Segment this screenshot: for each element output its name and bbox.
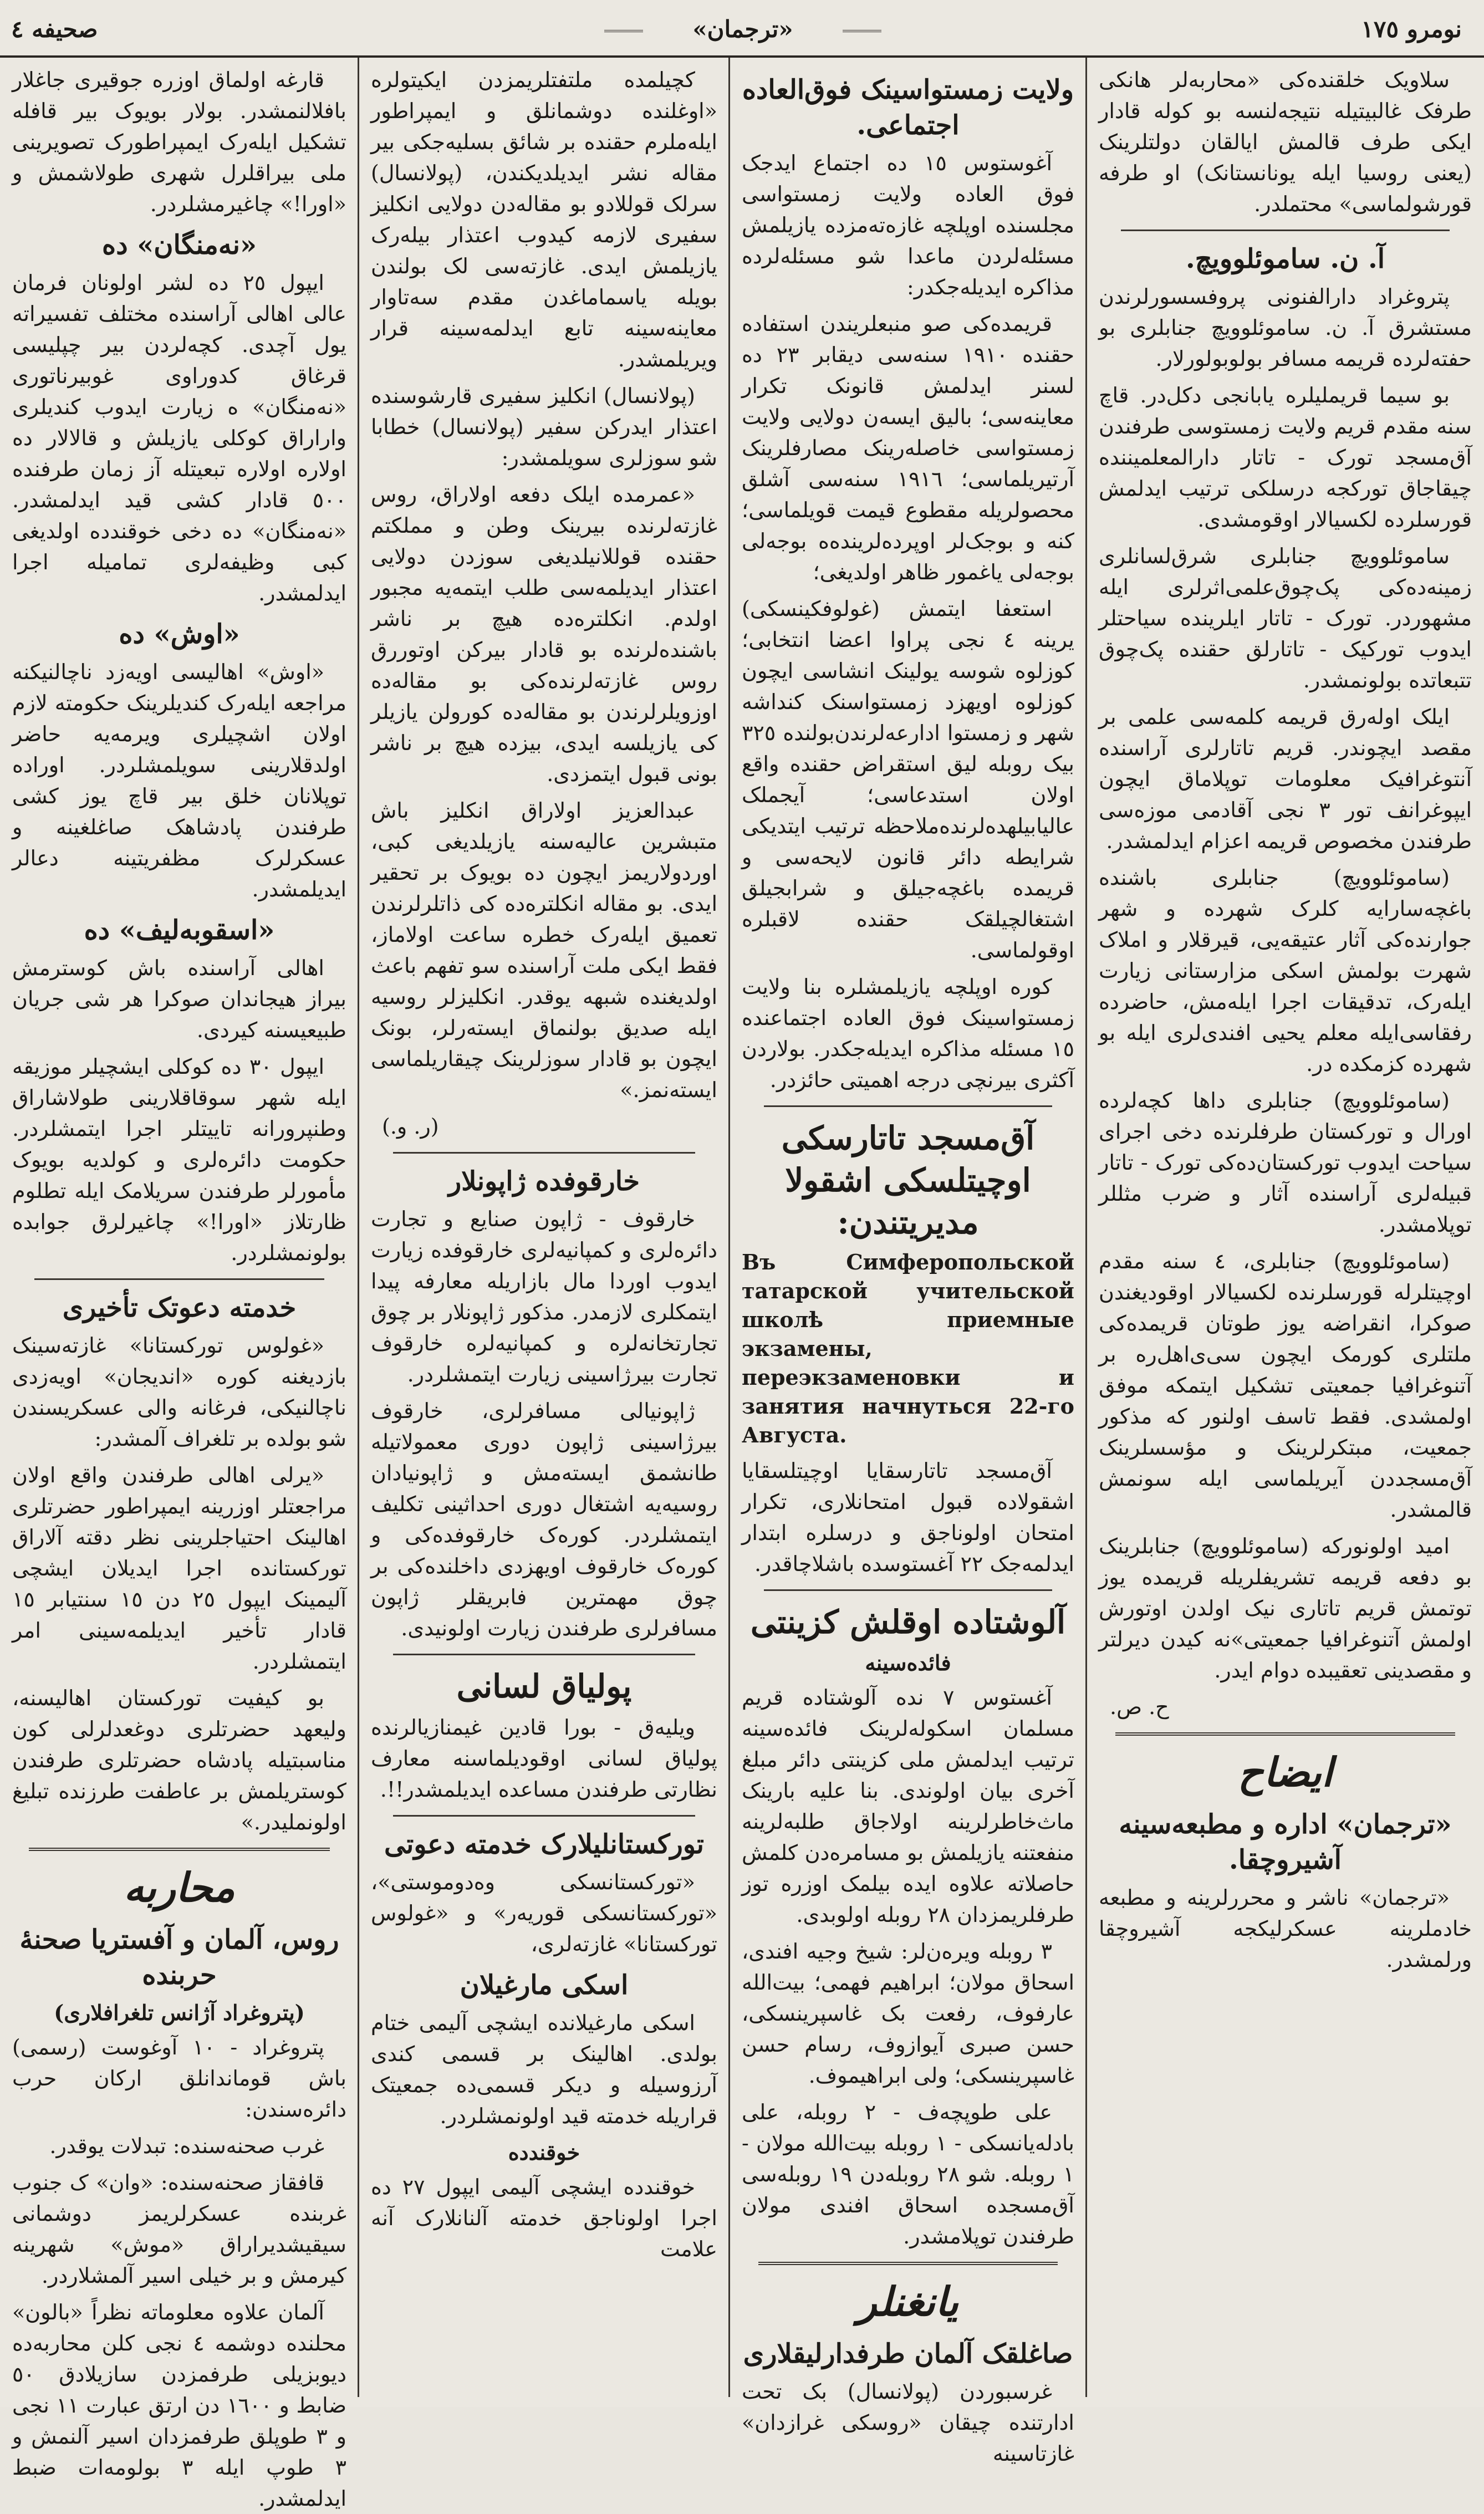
article-paragraph: قارغه اولماق اوزره جوقیری جاغلار بافلالنمشدر. بولار بویوک بیر قافله تشکیل ایله‌رک ایمپراطورک تصویرینی ملی بیراقلرل شهری طولاشمش و «اورا!» چاغیرمشلردر. bbox=[12, 68, 346, 216]
section-heading-ornate: ایضاح bbox=[1238, 1748, 1333, 1796]
article-paragraph: کوره اوپلچه یازیلمشلره بنا ولایت زمستواسینک فوق العاده اجتماعنده ۱٥ مسئله مذاکره ایدیله‌جکدر. بولاردن آکثری بیرنچی درجه اهمیتی حائزدر. bbox=[742, 975, 1074, 1092]
article-paragraph: ایپول ۲٥ ده لشر اولونان فرمان عالی اهالی آراسنده مختلف تفسیراته یول آچدی. کچه‌لردن بیر چپلیسی قرغاق کدوراوی غوبیرناتوری «نه‌منگان» ه زیارت ایدوب کندیلری واراراق کوکلی یازیلش و قالالار ده اولاره اولاره تبعیتله آز زمان طرفنده ٥٠٠ قادار کشی قید ایدلمشدر. «نه‌منگان» ده دخی خوقندده اولدیغی کبی وظیفه‌لری تمامیله اجرا ایدلمشدر. bbox=[12, 271, 346, 605]
article-paragraph: «یرلی اهالی طرفندن واقع اولان مراجعتلر اوزرینه ایمپراطور حضرتلری اهالینک احتیاجلرینی نظر دقته آلاراق تورکستانده اجرا ایدیلان ایشچی آلیمینک ایپول ۲٥ دن ۱٥ سنتیابر ۱٥ قادار تأخیر ایدیلمه‌سینی امر ایتمشلردر. bbox=[12, 1463, 346, 1674]
article-heading: تورکستانلیلارک خدمته دعوتی bbox=[384, 1829, 705, 1860]
article-paragraph: ژاپونیالی مسافرلری، خارقوف بیرژاسینی ژاپون دوری معمولاتیله طانشمق ایسته‌مش و ژاپونیادان روسیه‌یه اشتغال دوری احداثینی تکلیف ایتمشلردر. کوره‌ک خارقوفده‌کی و کوره‌ک خارقوف اویهزدی داخلنده‌کی بر چوق مهمترین فابریقلر ژاپون مسافرلری طرفندن زیارت اولونیدی. bbox=[371, 1399, 717, 1640]
article-paragraph: (پولانسال) انکلیز سفیری قارشوسنده اعتذار ایدرکن سفیر (پولانسال) خطابا شو سوزلری سویلمشدر: bbox=[371, 384, 717, 470]
article-paragraph: قریمده‌کی صو منبعلریندن استفاده حقنده ۱۹۱۰ سنه‌سی دیقابر ۲۳ ده لسنر ایدلمش قانونک تکرار معاینه‌سی؛ بالیق ایسه‌ن دولایی ولایت زمستواسی خاصله‌رینک مصارفلرینک آرتیریلماسی؛ ۱۹۱٦ سنه‌سی آشلق محصولریله مقطوع قیمت قویلماسی؛ کنه و بوجک‌لر اوپرده‌لرینده‌ه بوجه‌لی بوجه‌لی یاغمور ظاهر اولدیغی؛ bbox=[742, 312, 1074, 584]
article-paragraph: «عمرمده ایلک دفعه اولاراق، روس غازته‌لرنده بیرینک وطن و مملکتم حقنده قوللانیلدیغی سوزدن دولایی اعتذار ایدیلمه‌سی طلب ایتمه‌یه مجبور اولدم. انکلتره‌ده هیچ بر ناشر باشنده‌لرنده بو قادار بیرکن اوتوررق روس غازته‌لرنده‌کی بو مقاله‌ده اوزویلرلرندن بو مقاله‌ده کورولن یازیلر کی یازیلسه ایدی، بیزده هیچ بر ناشر بونی قبول ایتمزدی. bbox=[371, 482, 717, 786]
article-paragraph: سلاویک خلقنده‌کی «محاربه‌لر هانکی طرفک غالبیتیله نتیجه‌لنسه بو کوله قادار ایکی طرف قالمش ایالقان دولتلرینک (یعنی روسیا ایله یونانستانک) او طرفه قورشولماسی» محتملدر. bbox=[1099, 68, 1472, 216]
article-paragraph: «غولوس تورکستانا» غازته‌سینک بازدیغنه کوره «اندیجان» اویه‌زدی ناچالنیکی، فرغانه والی عسکریسندن شو بولده بر تلغراف آلمشدر: bbox=[12, 1333, 346, 1451]
signature: (ر. و.) bbox=[382, 1114, 439, 1139]
article-subheading: فائده‌سینه bbox=[865, 1650, 951, 1675]
article-heading: «اوش» ده bbox=[119, 619, 240, 650]
article-heading: «نه‌منگان» ده bbox=[102, 230, 257, 261]
separator bbox=[29, 1848, 330, 1851]
article-heading: اسکی مارغیلان bbox=[460, 1970, 629, 2001]
separator bbox=[764, 1589, 1052, 1591]
newspaper-title: «ترجمان» bbox=[649, 16, 837, 43]
article-paragraph: (ساموئلوویچ) جنابلری، ٤ سنه مقدم اوچیتلرله قورسلرنده لکسیالار اوقودیغندن صوکرا، انقراضه یوز طوتان قریمده‌کی ملتلری کورمک ایچون سی‌ی‌اهل‌ره بر آتنوغرافیا جمعیتی تشکیل ایتمکه موفق اولمشدی. فقط تاسف اولنور که مذکور جمعیت، مبتکرلرینک و مؤسسلرینک آق‌مسجددن آیریلماسی ایله سونمش قالمشدر. bbox=[1099, 1249, 1472, 1522]
article-paragraph: بو کیفیت تورکستان اهالیسنه، ولیعهد حضرتلری دوغعدلرلی کون مناسبتیله پادشاه حضرتلری طرفندن کوستریلمش بر عاطفت طرزنده تبلیغ اولونملیدر.» bbox=[12, 1686, 346, 1834]
article-heading: «ترجمان» اداره و مطبعه‌سینه آشیروچقا. bbox=[1119, 1809, 1452, 1875]
article-heading: خارقوفده ژاپونلار bbox=[448, 1166, 640, 1197]
page-number: صحیفه ٤ bbox=[11, 16, 98, 43]
article-paragraph: ایپول ۳۰ ده کوکلی ایشچیلر موزیقه ایله شهر سوقاقلارینی طولاشاراق وطنپرورانه تاییتلر اجرا ایتمشلردر. حکومت دائره‌لری و کولدیه بویوک مأمورلر طرفندن سریلامک ایله تطلوم ظارتلاز «اورا!» چاغیرلرق جوابده بولونمشلردر. bbox=[12, 1054, 346, 1265]
article-heading: صاغلقک آلمان طرفدارلیقلاری bbox=[743, 2338, 1073, 2369]
article-paragraph: قافقاز صحنه‌سنده: «وان» ک جنوب غربنده عسکرلریمز دوشمانی سیقیشدیراراق «موش» شهرینه کیرمش و بر خیلی اسیر آلمشلاردر. bbox=[12, 2170, 346, 2288]
article-paragraph: آق‌مسجد تاتارسقایا اوچیتلسقایا اشقولاده قبول امتحانلاری، تکرار امتحان اولوناجق و درسلره ابتدار ایدلمه‌جک ۲۲ آغستوسده باشلاچاقدر. bbox=[742, 1459, 1074, 1576]
article-paragraph: آغستوس ۷ نده آلوشتاده قریم مسلمان اسکوله‌لرینک فائده‌سینه ترتیب ایدلمش ملی کزینتی دائر مبلغ آخری بیان اولوندی. بنا علیه بارینک ماث‌خاطرلرینه اولاجاق طلبه‌لرینه منفعتنه یازیلمش بو مسامره‌دن کلمش حاصلاته علاوه ایده بیلمک اوزره توز طرفلریمزدان ۲۸ روبله اولوبدی. bbox=[742, 1685, 1074, 1927]
article-paragraph: پترو‌غراد دارالفنونی پروفسسورلرندن مستشرق آ. ن. ساموئلوویچ جنابلری بو حفته‌لرده قریمه مسافر بولوبولورلار. bbox=[1099, 284, 1472, 371]
article-paragraph: آغوستوس ۱٥ ده اجتماع ایدجک فوق العاده ولایت زمستواسی مجلسنده اوپلچه غازه‌ته‌مزده یازیلمش مسئله‌لردن ماعدا شو مسئله‌لرده مذاکره ایدیله‌جکدر: bbox=[742, 151, 1074, 299]
article-subheading: خوقندده bbox=[508, 2140, 580, 2165]
article-heading: خدمته دعوتک تأخیری bbox=[62, 1292, 297, 1323]
separator bbox=[34, 1278, 324, 1280]
article-paragraph: آلمان علاوه معلوماته نظراً «بالون» محلنده دوشمه ٤ نجی کلن محاربه‌ده دیوبزیلی طرفمزدن سازیلادق ٥٠ ضابط و ۱٦٠٠ دن ارتق عبارت ۱۱ نجی و ۳ طوپلق طرفمزدان اسیر آلنمش و ۳ طوپ ایله ۳ بولومه‌ات ضبط ایدلمشدر. bbox=[12, 2300, 347, 2511]
article-paragraph: ۳ روبله ویره‌ن‌لر: شیخ وجیه افندی، اسحاق مولان؛ ابراهیم فهمی؛ بیت‌الله عارفوف، رفعت بک غاسپرینسکی، حسن صبری آیوازوف، رسام حسن غاسپرینسکی؛ ولی ابراهیموف. bbox=[742, 1939, 1074, 2088]
article-heading: روس، آلمان و آفستریا صحنهٔ حربنده bbox=[19, 1924, 339, 1991]
article-paragraph: ایلک اوله‌رق قریمه کلمه‌سی علمی بر مقصد ایچوندر. قریم تاتارلری آراسنده آنتوغرافیک معلومات توپلاماق ایچون ایپوغرانف تور ۳ نجی آقادمی موزه‌سی طرفندن مخصوص قریمه اعزام ایدلمشدر. bbox=[1099, 705, 1472, 853]
article-paragraph: پتروغراد - ۱۰ آوغوست (رسمی) باش قوماندانلق ارکان حرب دائره‌سندن: bbox=[12, 2035, 346, 2122]
article-paragraph: بو سیما قریملیلره یابانجی دکل‌در. قاچ سنه مقدم قریم ولایت زمستوسی طرفندن آق‌مسجد تورک - تاتار دارالمعلمیننده چیقاجاق تورکجه درسلکی ترتیب ایدلمش قورسلرده لکسیالار اوقومشدی. bbox=[1099, 383, 1472, 532]
column-2 bbox=[730, 58, 1087, 2466]
separator bbox=[393, 1815, 695, 1817]
separator bbox=[393, 1152, 695, 1154]
article-paragraph: خوقندده ایشچی آلیمی ایپول ۲۷ ده اجرا اولوناجق خدمته آلنانلارک آنه علامت bbox=[371, 2175, 717, 2261]
article-paragraph: خارقوف - ژاپون صنایع و تجارت دائره‌لری و کمپانیه‌لری خارقوفده زیارت ایدوب اوردا مال بازاریله معارفه پیدا ایتمکلری لازمدر. مذکور ژاپونلار بر چوق تجارتخانه‌لره و کمپانیه‌لره خارقوف تجارت بیرژاسینی زیارت ایتمشلردر. bbox=[371, 1207, 717, 1386]
issue-number: نومرو ١٧٥ bbox=[1361, 16, 1462, 43]
section-heading-ornate: محاربه bbox=[124, 1864, 235, 1911]
article-paragraph: «تورکستانسکی وه‌دوموستی»، «تورکستانسکی قوریه‌ر» و «غولوس تورکستانا» غازته‌لری، bbox=[371, 1870, 717, 1956]
announcement-heading: آق‌مسجد تاتارسکی اوچیتلسکی اشقولا مدیریتندن: bbox=[781, 1119, 1035, 1241]
article-heading: «اسقوبه‌لیف» ده bbox=[84, 915, 275, 946]
article-paragraph: عبدالعزیز اولاراق انکلیز باش متبشرین عالیه‌سنه یازیلدیغی کبی، اوردولاریمز ایچون ده بویوک بر تحقیر ایدی. بو مقاله انکلتره‌ده کی ذاتلرلرندن تعمیق ایله‌رک خطره ساعت اولاماز، فقط ایکی ملت آراسنده سو تفهم باعث اولدیغنده شبهه یوقدر. انکلیزلر روسیه ایله صدیق بولنماق ایسته‌رلر، بونک ایچون بو قادار سوزلرینک چیقاریلماسی ایسته‌نمز.» bbox=[371, 798, 717, 1102]
article-heading: پولیاق لسانی bbox=[456, 1667, 632, 1705]
separator bbox=[393, 1654, 695, 1655]
russian-announcement: Въ Симферопольской татарской учительской школѣ приемные экзамены, переэкзаменовки и занятия начнуться 22-го Августа. bbox=[742, 1250, 1074, 1447]
article-paragraph: (ساموئلوویچ) جنابلری داها کچه‌لرده اورال و تورکستان طرفلرنده دخی اجرای سیاحت ایدوب تورکستان‌ده‌کی تورک - تاتار قبیله‌لری آراسنده آثار و ضرب مثللر توپلامشدر. bbox=[1099, 1088, 1472, 1237]
article-paragraph: «ترجمان» ناشر و محررلرینه و مطبعه خادملرینه عسکرلیکجه آشیروچقا ورلمشدر. bbox=[1099, 1885, 1472, 1972]
article-heading: ولایت زمستواسینک فوق‌العاده اجتماعی. bbox=[742, 74, 1074, 141]
article-paragraph: علی طوپچه‌ف - ٢ روبله، علی بادله‌یانسکی - ۱ روبله بیت‌الله مولان - ۱ روبله. شو ۲۸ روبله‌دن ۱۹ روبله‌سی آق‌مسجده اسحاق افندی مولان طرفندن توپلامشدر. bbox=[742, 2100, 1074, 2248]
article-paragraph: ساموئلوویچ جنابلری شرق‌لسانلری زمینه‌ده‌کی پک‌چوق‌علمی‌اثرلری ایله مشهوردر. تورک - تاتار ایلرینده سیاحتلر ایدوب تورکیک - تاتارلق حقنده پک‌چوق تتبعاتده بولونمشدر. bbox=[1099, 544, 1472, 692]
article-paragraph: اسکی مارغیلانده ایشچی آلیمی ختام بولدی. اهالینک بر قسمی کندی آرزوسیله و دیکر قسمی‌ده جمعیتک قراریله خدمته قید اولونمشلردر. bbox=[371, 2011, 717, 2128]
column-1 bbox=[1087, 58, 1484, 2397]
section-heading-ornate: یانغنلر bbox=[857, 2278, 959, 2325]
column-3 bbox=[359, 58, 730, 2397]
article-paragraph: امید اولونورکه (ساموئلوویچ) جنابلرینک بو دفعه قریمه تشریفلریله قریمده یوز توتمش قریم تاتاری نیک اولدن اوتورش اولمش آتنوغرافیا جمعیتی‌»نه کیدن دیرلتر و مقصدینی تعقیبده دوام ایدر. bbox=[1099, 1534, 1472, 1682]
separator bbox=[758, 2262, 1058, 2265]
separator bbox=[1115, 1732, 1455, 1736]
article-heading: آلوشتاده اوقلش کزینتی bbox=[750, 1603, 1066, 1641]
article-paragraph: ویلیه‌ق - بورا قادین غیمنازیالرنده پولیاق لسانی اوقودیلماسنه معارف نظارتی طرفندن مساعده ایدیلمشدر!!. bbox=[371, 1715, 717, 1802]
article-paragraph: استعفا ایتمش (غولوفکینسکی) یرینه ٤ نجی پراوا اعضا انتخابی؛ کوزلوه شوسه یولینک انشاسی ایچون کوزلوه اویهزد زمستواسنک کنداشه شهر و زمستوا ادارعه‌لرندن‌بولنده ۳۲٥ بیک روبله لیق استقراض حقنده واقع اولان استدعاسی؛ آیجملک عالیابیلهده‌لرنده‌ملاحظه ترتیب ایتدیکی شرایطه دائر قانون لایحه‌سی و قریمده باغچه‌جیلق و شرابجیلق اشتغالچیلقک حقنده لاقبلره اوقولماسی. bbox=[742, 596, 1074, 962]
article-paragraph: غرسبوردن (پولانسال) بک تحت ادارتنده چیقان «روسکی غرازدان» غازتاسینه bbox=[742, 2379, 1074, 2466]
column-4 bbox=[0, 58, 359, 2511]
article-paragraph: کچیلمده ملتفتلریمزدن ایکیتولره «اوغلنده دوشمانلق و ایمپراطور ایله‌ملرم حقنده بر شائق بسلیه‌جکی بیر مقاله نشر ایدیلدیکندن، (پولانسال) سرلک قوللادو بو مقاله‌دن دولایی انکلیز سفیری لازمه کیدوب اعتذار بیله‌رک یازیلمش ایدی. غازته‌سی لک بولندن بویله یاسماماغدن مقدم سه‌تاوار معاینه‌سینه تابع ایدلمه‌سینه قرار ویریلمشدر. bbox=[371, 68, 717, 371]
signature: ح. ص. bbox=[1110, 1695, 1169, 1719]
article-paragraph: اهالی آراسنده باش کوسترمش بیراز هیجاندان صوکرا هر شی جریان طبیعیسنه کیردی. bbox=[12, 956, 346, 1042]
article-paragraph: (ساموئلوویچ) جنابلری باشنده باغچه‌سارایه کلرک شهرده و شهر جوارنده‌کی آثار عتیقه‌یی، قیرقلار و املاک شهرت بولمش اسکی مزارستانی زیارت ایله‌رک، تدقیقات اجرا ایله‌مش، حاضرده رفقاسی‌ایله معلم یحیی افندی‌لری ایله بو شهرده کزمکده در. bbox=[1099, 865, 1472, 1076]
article-subheading: (پتروغراد آژانس تلغرافلاری) bbox=[54, 2000, 305, 2025]
article-paragraph: «اوش» اهالیسی اویه‌زد ناچالنیکنه مراجعه ایله‌رک کندیلرینک حکومته لازم اولان اشچیلری ویرمه‌یه حاضر اولدقلارینی سویلمشلردر. اوراده توپلانان خلق بیر قاچ یوز کشی طرفندن پادشاهک صاغلغینه و عسکرلرک مظفریتینه دعالر ایدیلمشدر. bbox=[12, 660, 346, 901]
masthead bbox=[0, 0, 1484, 58]
separator bbox=[764, 1105, 1052, 1107]
separator bbox=[1121, 230, 1450, 231]
article-heading: آ. ن. ساموئلوویچ. bbox=[1185, 243, 1385, 274]
article-paragraph: غرب صحنه‌سنده: تبدلات یوقدر. bbox=[49, 2134, 324, 2158]
